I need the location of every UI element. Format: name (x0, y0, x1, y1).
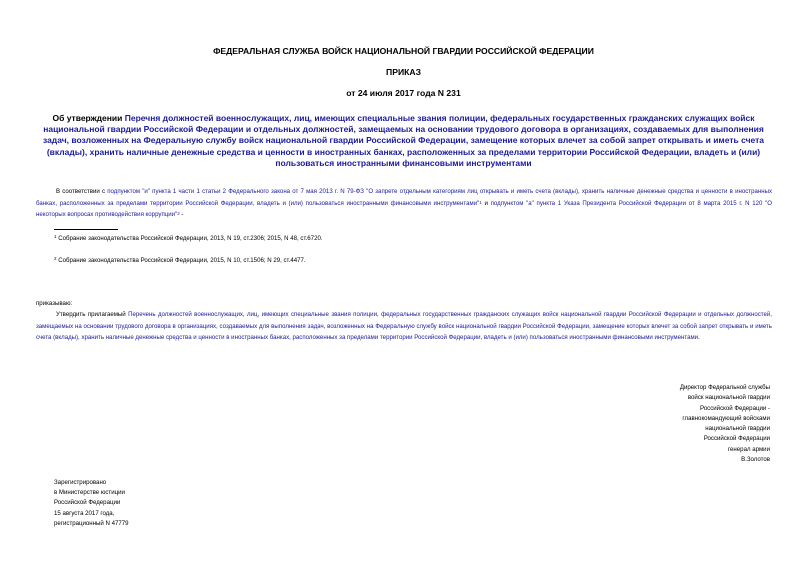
registration-block (54, 478, 129, 529)
preamble-text-3: - (179, 211, 184, 218)
footnote-text-2: Собрание законодательства Российской Федерации, 2015, N 10, ст.1506; N 29, ст.4477. (56, 257, 306, 264)
document-type: ПРИКАЗ (386, 67, 421, 77)
signature-line: Российской Федерации (703, 435, 770, 443)
document-date-number: от 24 июля 2017 года N 231 (346, 88, 461, 98)
law-link[interactable]: подпунктом "и" пункта 1 части 1 статьи 2 Федерального закона от 7 мая 2013 г. N 79-ФЗ "О запрете отдельным категориям лиц открывать и иметь счета (вклады), хранить наличные денежные средства и ценности в иностранных банках, расположенных за пределами территории Российской Федерации, владеть и (или) пользоваться иностранными финансовыми инструментами" (36, 188, 773, 207)
signature-line: войск национальной гвардии (687, 394, 770, 402)
document-title (36, 113, 771, 169)
footnote-2 (54, 257, 306, 264)
preamble-text-1: В соответствии с (56, 188, 108, 195)
signature-line: национальной гвардии (705, 425, 770, 433)
order-paragraph (36, 309, 772, 344)
title-link[interactable]: Перечня должностей военнослужащих, лиц, имеющих специальные звания полиции, федеральных государственных гражданских служащих войск национальной гвардии Российской Федерации и отдельных должностей, замещаемых на основании трудового договора в организациях, создаваемых для выполнения задач, возложенных на Федеральную службу войск национальной гвардии Российской Федерации, замещение которых влечет за собой запрет открывать и иметь счета (вклады), хранить наличные денежные средства и ценности в иностранных банках, расположенных за пределами территории Российской Федерации, владеть и (или) пользоваться иностранными финансовыми инструментами (42, 113, 765, 168)
registration-line: 15 августа 2017 года, (54, 509, 115, 517)
preamble-paragraph (36, 186, 772, 221)
signature-line: Российской Федерации - (700, 404, 770, 412)
registration-line: Российской Федерации (54, 499, 121, 507)
footnote-1 (54, 235, 323, 242)
signature-block (560, 383, 770, 465)
footnote-text-1: Собрание законодательства Российской Федерации, 2013, N 19, ст.2306; 2015, N 48, ст.6720. (56, 235, 323, 242)
agency-name: ФЕДЕРАЛЬНАЯ СЛУЖБА ВОЙСК НАЦИОНАЛЬНОЙ ГВАРДИИ РОССИЙСКОЙ ФЕДЕРАЦИИ (213, 46, 594, 56)
footnote-mark-1: 1 (54, 234, 57, 239)
registration-line: в Министерстве юстиции (54, 489, 125, 497)
footnote-mark-2: 2 (54, 256, 57, 261)
signature-line: В.Золотов (741, 456, 770, 464)
registration-line: Зарегистрировано (54, 479, 107, 486)
footnote-separator (54, 229, 118, 230)
preamble-text-2: и (481, 199, 491, 207)
footnote-ref-1[interactable]: 1 (479, 199, 482, 205)
order-word: приказываю: (36, 300, 73, 307)
decree-link[interactable]: подпунктом "а" пункта 1 Указа Президента Российской Федерации от 8 марта 2015 г. N 120 "О некоторых вопросах противодействия коррупции" (36, 199, 773, 218)
list-link[interactable]: Перечень должностей военнослужащих, лиц, имеющих специальные звания полиции, федеральных государственных гражданских служащих войск национальной гвардии Российской Федерации и отдельных должностей, замещаемых на основании трудового договора в организациях, создаваемых для выполнения задач, возложенных на Федеральную службу войск национальной гвардии Российской Федерации, замещение которых влечет за собой запрет открывать и иметь счета (вклады), хранить наличные денежные средства и ценности в иностранных банках, расположенных за пределами территории Российской Федерации, владеть и (или) пользоваться иностранными финансовыми инструментами (36, 311, 772, 342)
signature-line: Директор Федеральной службы (679, 384, 770, 391)
registration-line: регистрационный N 47779 (54, 519, 129, 527)
order-text-2: . (698, 334, 700, 342)
signature-line: генерал армии (727, 445, 770, 453)
title-prefix: Об утверждении (52, 113, 125, 123)
footnote-ref-2[interactable]: 2 (177, 211, 180, 216)
signature-line: главнокомандующий войсками (682, 414, 770, 422)
order-text-1: Утвердить прилагаемый (56, 311, 129, 318)
